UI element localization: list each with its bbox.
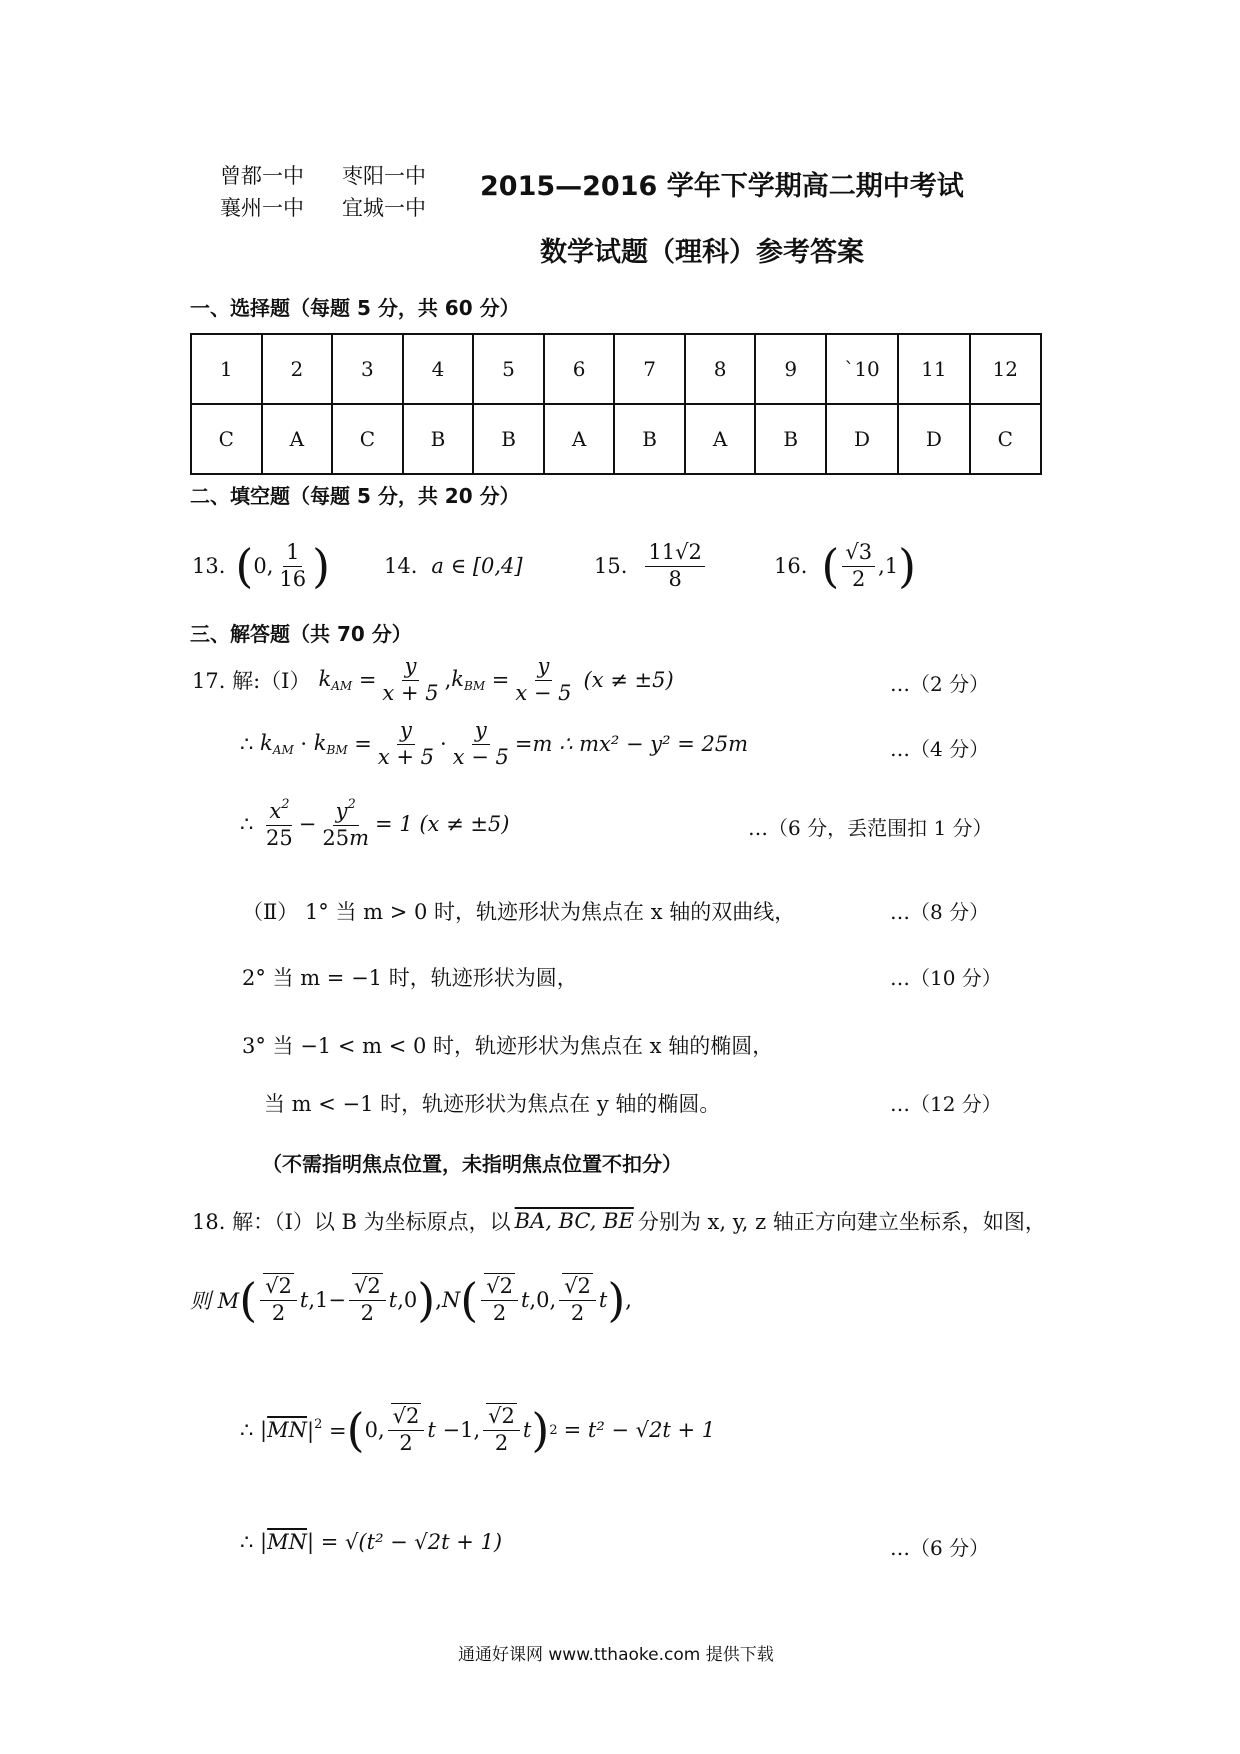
table-cell: 8 [685,334,756,404]
answer-15 [594,530,708,602]
section1-heading: 一、选择题（每题 5 分，共 60 分） [190,296,520,320]
table-cell: B [755,404,826,474]
q17-part2-3: 3° 当 −1 < m < 0 时，轨迹形状为焦点在 x 轴的椭圆， [242,1034,774,1058]
table-cell: 12 [970,334,1041,404]
q17-score-1: …（2 分） [890,672,990,696]
q18-label-tail: 分别为 x, y, z 轴正方向建立坐标系，如图， [637,1210,1046,1234]
q18-line2: 则 M ( $\frac{√2}{2}$ t ,1− $\frac{√2}{2}$ t ,0 ) , N ( $\frac{√2}{2}$ t ,0, $\frac{√2}{2}$ t ) , [190,1273,632,1327]
section2-heading: 二、填空题（每题 5 分，共 20 分） [190,484,520,508]
answer-table [190,333,1042,475]
q17-score-2: …（4 分） [890,737,990,761]
answer-13-label: 13. [192,554,226,578]
answer-13: 13. ( 0, $\frac{1}{16}$ ) [192,539,331,593]
answer-15-num: 11√2 [645,540,704,566]
table-cell: 4 [403,334,474,404]
answer-16-label: 16. [774,554,808,578]
q18-line4: ∴ | $\overline{MN}$ | = √(t² − √2t + 1) [240,1530,503,1554]
q17-condition: (x ≠ ±5) [583,668,674,692]
answer-16: 16. ( $\frac{√3}{2}$ ,1 ) [774,539,917,593]
q18-line1 [192,1206,1046,1236]
table-cell: 2 [262,334,333,404]
table-cell: 9 [755,334,826,404]
q17-line3: ∴ $\frac{x^2}{25}$ − $\frac{y^2}{25m}$ = 1 (x ≠ ±5) [240,797,510,850]
q17-part2-4: 当 m < −1 时，轨迹形状为焦点在 y 轴的椭圆。 [264,1092,721,1116]
table-cell: 5 [473,334,544,404]
answer-14-value: a ∈ [0,4] [431,554,523,578]
school-1: 曾都一中 [220,164,304,188]
table-cell: D [826,404,898,474]
q17-line2: ∴ $k_{AM}$ · $k_{BM}$ = $\frac{y}{x + 5}$ · $\frac{y}{x - 5}$ =m ∴ mx² − y² = 25m [240,718,749,769]
table-cell: 11 [898,334,969,404]
q18-vectors: BA, BC, BE [514,1209,634,1233]
table-cell: C [191,404,262,474]
table-cell: 3 [332,334,403,404]
school-3: 襄州一中 [220,196,304,220]
table-cell: 7 [614,334,685,404]
q17-line3-tail: = 1 (x ≠ ±5) [375,812,510,836]
table-cell: B [403,404,474,474]
q17-label: 17. 解:（Ⅰ） [192,669,311,693]
q17-line2-tail: =m ∴ mx² − y² = 25m [514,732,749,756]
q18-score-1: …（6 分） [890,1536,990,1560]
school-2: 枣阳一中 [342,164,426,188]
q17-score-5: …（10 分） [890,966,1002,990]
answer-14 [384,530,523,602]
table-cell: A [544,404,615,474]
school-4: 宜城一中 [342,196,426,220]
answer-16-num: √3 [842,540,875,566]
answer-16-tail: ,1 [878,554,899,578]
page-title: 2015—2016 学年下学期高二期中考试 [480,171,964,202]
q17-score-4: …（8 分） [890,900,990,924]
footer-text: 通通好课网 www.tthaoke.com 提供下载 [458,1645,774,1665]
answer-table-numbers-row [191,334,1041,404]
table-cell: A [685,404,756,474]
answer-16-den: 2 [852,566,866,591]
answer-13-num: 1 [283,540,302,566]
table-cell: A [262,404,333,474]
q17-part2-1: （Ⅱ） 1° 当 m > 0 时，轨迹形状为焦点在 x 轴的双曲线， [242,900,796,924]
answer-14-label: 14. [384,554,418,578]
q18-mn2-rhs: = t² − √2t + 1 [563,1418,716,1442]
q18-label: 18. 解：（Ⅰ）以 B 为坐标原点，以 [192,1210,511,1234]
table-cell: C [332,404,403,474]
q17-part2-2: 2° 当 m = −1 时，轨迹形状为圆， [242,966,578,990]
table-cell: 6 [544,334,615,404]
table-cell: B [473,404,544,474]
answer-15-den: 8 [668,566,682,591]
table-cell: `10 [826,334,898,404]
q18-then: 则 M [190,1289,240,1313]
q18-mn-rhs: = √(t² − √2t + 1) [320,1530,503,1554]
table-cell: D [898,404,969,474]
table-cell: C [970,404,1041,474]
section3-heading: 三、解答题（共 70 分） [190,622,412,646]
q17-score-3: …（6 分，丢范围扣 1 分） [748,816,993,840]
table-cell: B [614,404,685,474]
q17-note: （不需指明焦点位置，未指明焦点位置不扣分） [262,1152,682,1176]
q18-line3: ∴ | $\overline{MN}$ $|^2$ = ( 0, $\frac{√2}{2}$ t −1, $\frac{√2}{2}$ t ) 2 = t² − √2t + 1 [240,1403,716,1457]
answer-15-label: 15. [594,554,628,578]
answer-13-den: 16 [279,566,307,591]
q17-score-6: …（12 分） [890,1092,1002,1116]
answer-13-zero: 0, [253,554,274,578]
q17-line1: 17. 解:（Ⅰ） $k_{AM}$ = $\frac{y}{x + 5}$ , $k_{BM}$ = $\frac{y}{x - 5}$ (x ≠ ±5) [192,654,674,705]
page-subtitle: 数学试题（理科）参考答案 [540,237,864,268]
answer-table-answers-row [191,404,1041,474]
table-cell: 1 [191,334,262,404]
